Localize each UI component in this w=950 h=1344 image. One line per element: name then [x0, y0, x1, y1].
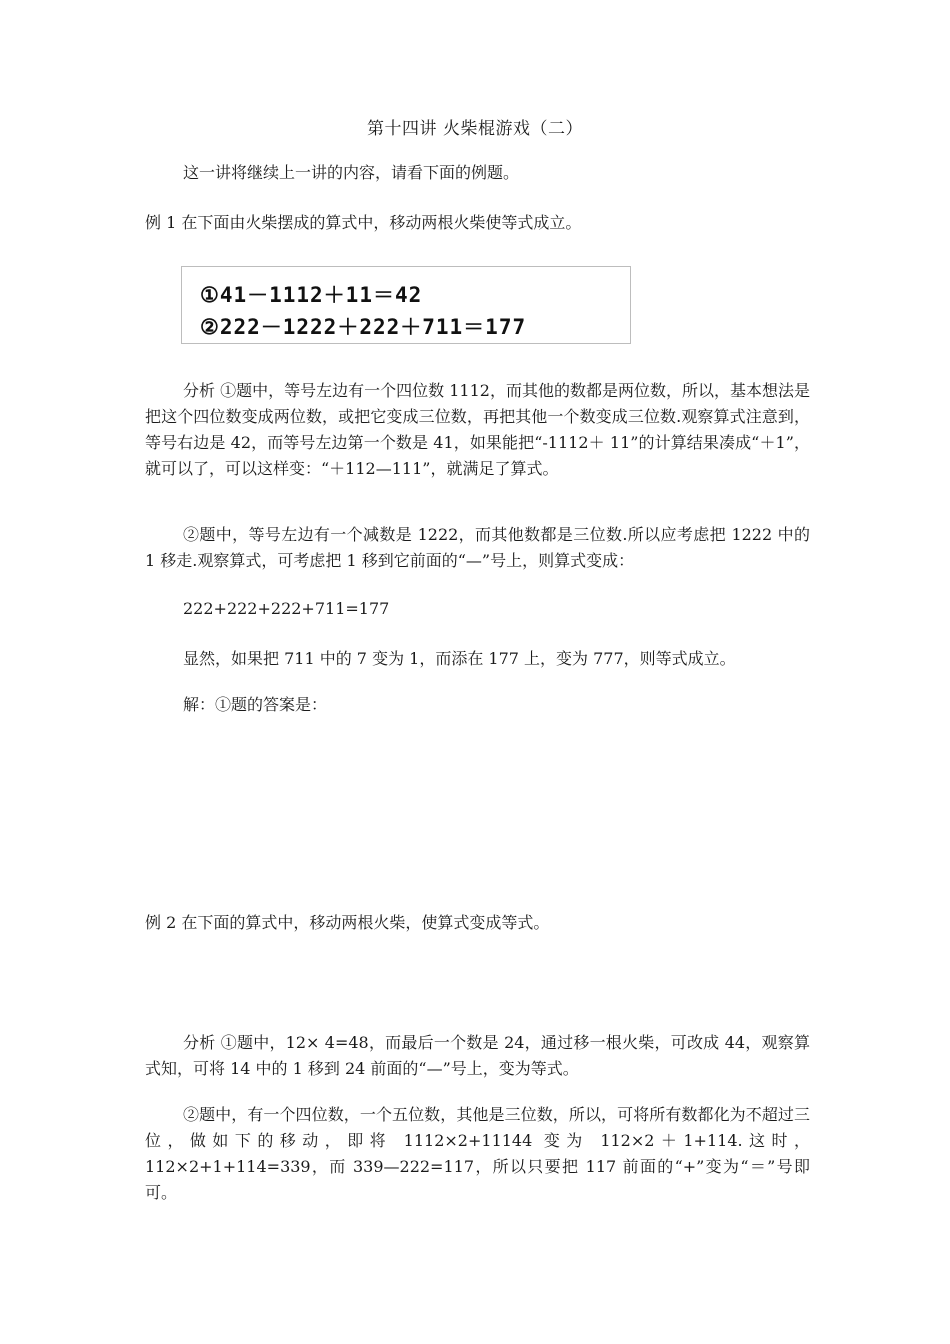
example2-heading: 例 2 在下面的算式中，移动两根火柴，使算式变成等式。	[145, 913, 550, 932]
intro-paragraph: 这一讲将继续上一讲的内容，请看下面的例题。	[183, 163, 520, 182]
example1-analysis-2: ②题中，等号左边有一个减数是 1222，而其他数都是三位数.所以应考虑把 1222 中的 1 移走.观察算式，可考虑把 1 移到它前面的“—”号上，则算式变成：	[145, 525, 810, 570]
matchstick-equation-2: ②222－1222＋222＋711＝177	[200, 315, 527, 339]
example1-analysis-1: 分析 ①题中，等号左边有一个四位数 1112，而其他的数都是两位数，所以，基本想法是把这个四位数变成两位数，或把它变成三位数，再把其他一个数变成三位数.观察算式注意到，等号右边是 42，而等号左边第一个数是 41，如果能把“-1112＋ 11”的计算结果凑成“＋1”，就可以了，可以这样变：“＋112—111”，就满足了算式。	[145, 381, 810, 478]
page-title: 第十四讲 火柴棍游戏（二）	[367, 119, 583, 139]
result-equation: 222+222+222+711=177	[183, 599, 390, 618]
example2-analysis-1: 分析 ①题中，12× 4=48，而最后一个数是 24，通过移一根火柴，可改成 44，观察算式知，可将 14 中的 1 移到 24 前面的“—”号上，变为等式。	[145, 1033, 810, 1078]
example1-conclusion: 显然，如果把 711 中的 7 变为 1，而添在 177 上，变为 777，则等式成立。	[183, 649, 736, 668]
matchstick-equation-figure	[181, 266, 631, 344]
example1-heading: 例 1 在下面由火柴摆成的算式中，移动两根火柴使等式成立。	[145, 213, 582, 232]
matchstick-equation-1: ①41－1112＋11＝42	[200, 283, 423, 307]
example2-analysis-2: ②题中，有一个四位数，一个五位数，其他是三位数，所以，可将所有数都化为不超过三位，做如下的移动，即将 1112×2+11144 变为 112×2＋1+114.这时，112×2+1+114=339，而 339—222=117，所以只要把 117 前面的“+”变为“＝”号即可。	[145, 1105, 810, 1202]
example1-solution: 解：①题的答案是：	[183, 695, 328, 714]
